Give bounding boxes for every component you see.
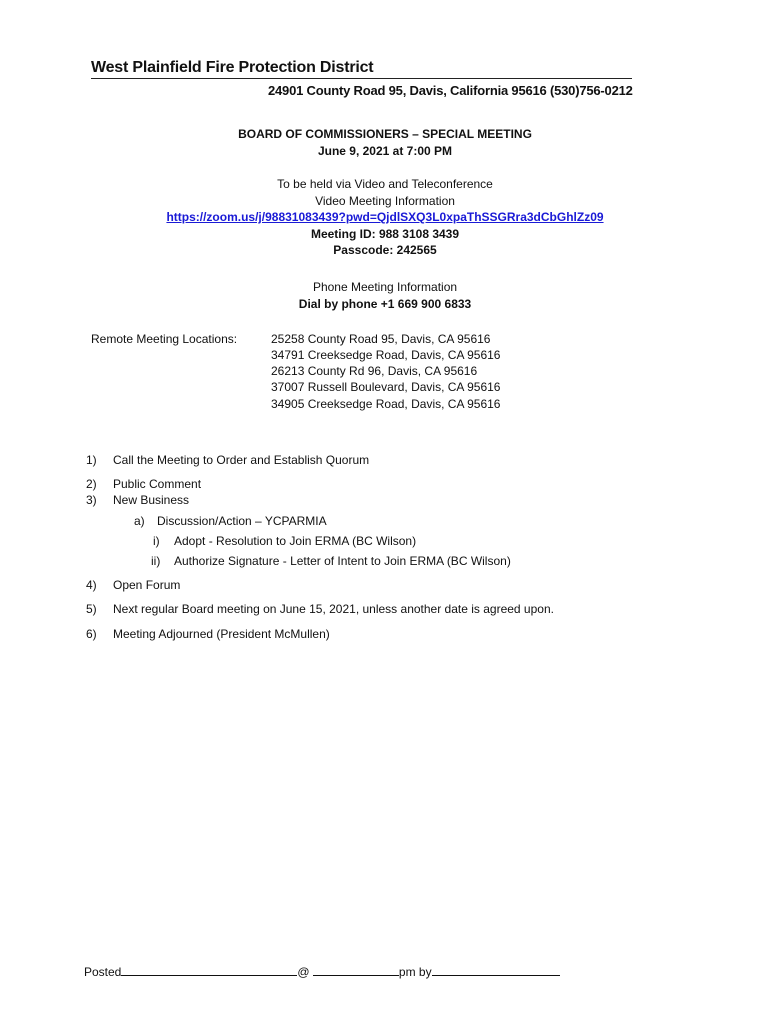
- sub-item-num: ii): [151, 554, 161, 568]
- sub-item-num: a): [134, 514, 145, 528]
- agenda-item: Call the Meeting to Order and Establish Quorum: [113, 453, 370, 467]
- agenda-item: Public Comment: [113, 477, 202, 491]
- remote-locations-label: Remote Meeting Locations:: [91, 332, 238, 346]
- zoom-link-row: [0, 210, 770, 224]
- zoom-link[interactable]: https://zoom.us/j/98831083439?pwd=QjdlSXQ3L0xpaThSSGRra3dCbGhlZz09: [166, 210, 604, 224]
- agenda-num: 5): [86, 602, 97, 616]
- sub-item: Discussion/Action – YCPARMIA: [157, 514, 327, 528]
- posted-time-blank: [313, 963, 399, 976]
- agenda-num: 6): [86, 627, 97, 641]
- location-item: 34791 Creeksedge Road, Davis, CA 95616: [271, 348, 501, 362]
- location-item: 25258 County Road 95, Davis, CA 95616: [271, 332, 491, 346]
- sub-item: Authorize Signature - Letter of Intent to Join ERMA (BC Wilson): [174, 554, 511, 568]
- posted-label: Posted: [84, 965, 122, 979]
- dial-number: Dial by phone +1 669 900 6833: [298, 297, 472, 311]
- posted-date-blank: [121, 963, 297, 976]
- agenda-num: 1): [86, 453, 97, 467]
- agenda-num: 2): [86, 477, 97, 491]
- video-heading: Video Meeting Information: [315, 194, 455, 208]
- agenda-item: Meeting Adjourned (President McMullen): [113, 627, 330, 641]
- location-item: 34905 Creeksedge Road, Davis, CA 95616: [271, 397, 501, 411]
- held-via-text: To be held via Video and Teleconference: [277, 177, 493, 191]
- sub-item: Adopt - Resolution to Join ERMA (BC Wilson): [174, 534, 417, 548]
- posted-line: [84, 963, 560, 979]
- org-name: West Plainfield Fire Protection District: [91, 58, 632, 79]
- location-item: 37007 Russell Boulevard, Davis, CA 95616: [271, 380, 501, 394]
- posted-by-blank: [432, 963, 560, 976]
- posted-at: @: [297, 965, 310, 979]
- location-item: 26213 County Rd 96, Davis, CA 95616: [271, 364, 478, 378]
- meeting-id: Meeting ID: 988 3108 3439: [310, 227, 460, 241]
- posted-pm-by: pm by: [398, 965, 432, 979]
- agenda-item: Open Forum: [113, 578, 181, 592]
- agenda-num: 4): [86, 578, 97, 592]
- meeting-date: June 9, 2021 at 7:00 PM: [317, 144, 453, 158]
- agenda-num: 3): [86, 493, 97, 507]
- sub-item-num: i): [153, 534, 160, 548]
- agenda-item: New Business: [113, 493, 190, 507]
- passcode: Passcode: 242565: [333, 243, 437, 257]
- org-address: 24901 County Road 95, Davis, California 95616 (530)756-0212: [268, 83, 633, 98]
- agenda-item: Next regular Board meeting on June 15, 2021, unless another date is agreed upon.: [113, 602, 554, 616]
- meeting-title: BOARD OF COMMISSIONERS – SPECIAL MEETING: [238, 127, 532, 141]
- phone-heading: Phone Meeting Information: [312, 280, 458, 294]
